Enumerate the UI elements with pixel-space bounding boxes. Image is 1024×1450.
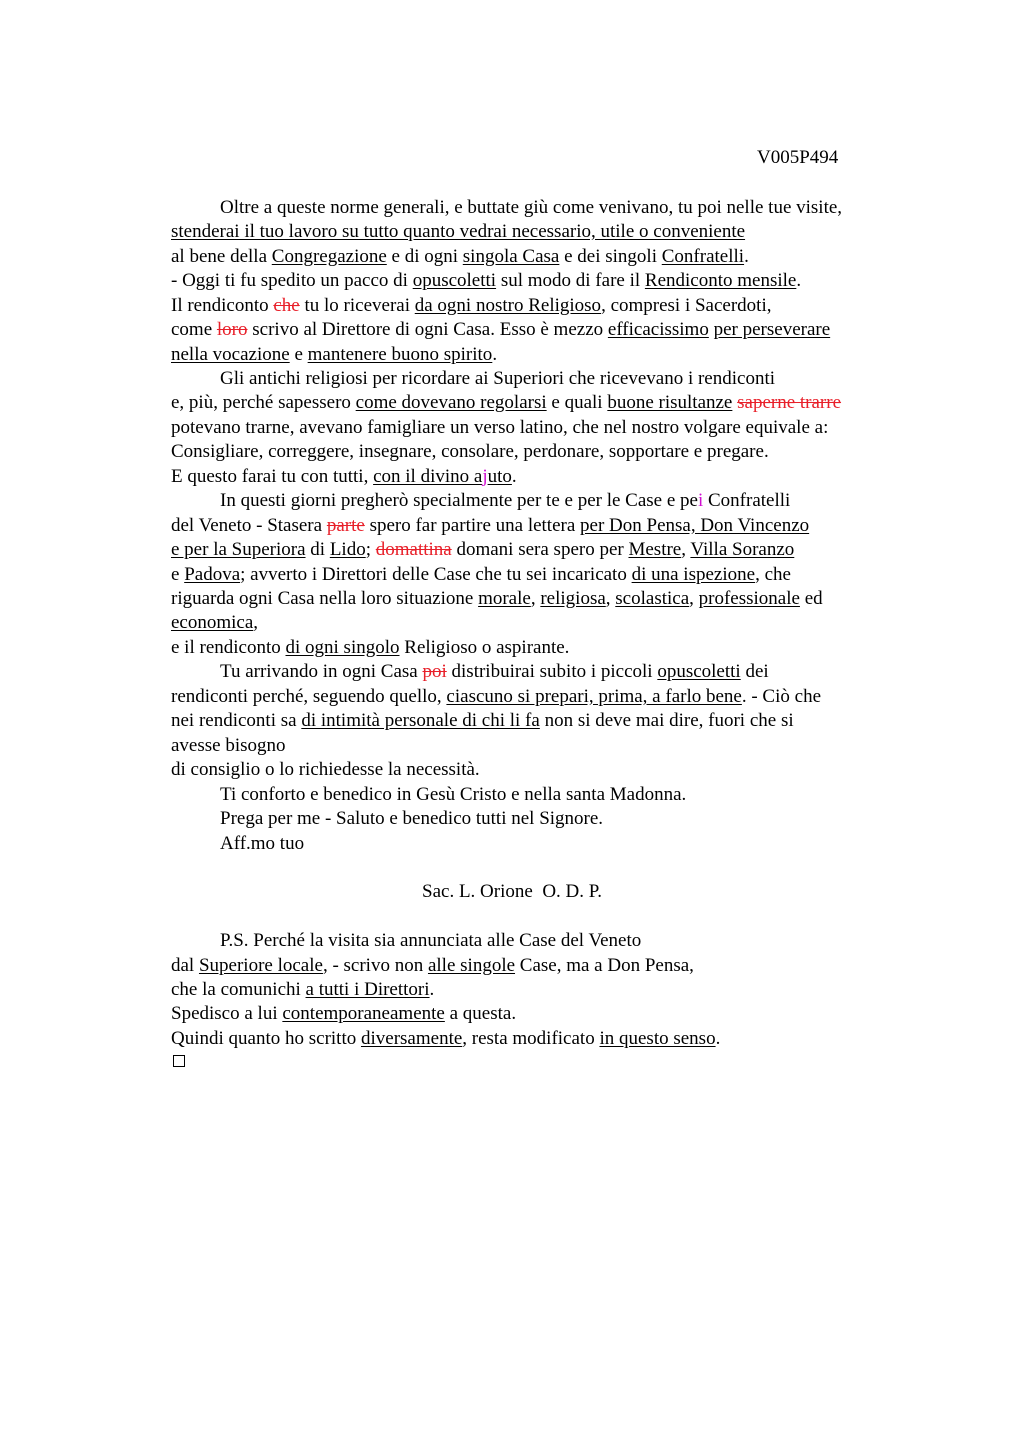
deleted-text: che bbox=[273, 295, 300, 316]
text-segment: . bbox=[796, 270, 802, 291]
text-segment: come bbox=[171, 319, 217, 340]
text-segment: , bbox=[689, 588, 699, 609]
text-line bbox=[220, 197, 842, 219]
text-segment: scrivo al Direttore di ogni Casa. Esso è mezzo bbox=[247, 319, 608, 340]
underlined-text: Padova bbox=[184, 564, 241, 585]
underlined-text: Confratelli bbox=[661, 246, 745, 267]
text-segment: . bbox=[744, 246, 749, 267]
text-line bbox=[171, 392, 841, 414]
underlined-text: Congregazione bbox=[271, 246, 387, 267]
deleted-text: loro bbox=[216, 319, 248, 340]
text-line bbox=[171, 735, 286, 757]
text-segment: di bbox=[305, 539, 330, 560]
text-segment: , resta modificato bbox=[462, 1028, 600, 1049]
page-id: V005P494 bbox=[757, 147, 839, 168]
underlined-text: ciascuno si prepari, prima, a farlo bene bbox=[446, 686, 742, 707]
underlined-text: contemporaneamente bbox=[282, 1003, 445, 1024]
text-segment: di consiglio o lo richiedesse la necessità. bbox=[171, 759, 480, 780]
underlined-text: a tutti i Direttori bbox=[305, 979, 430, 1000]
underlined-text: Mestre bbox=[628, 539, 682, 560]
inserted-text: i bbox=[697, 490, 704, 511]
text-segment: Prega per me - Saluto e benedico tutti nel Signore. bbox=[220, 808, 604, 829]
text-segment: Consigliare, correggere, insegnare, consolare, perdonare, sopportare e pregare. bbox=[171, 441, 769, 462]
text-segment: e dei singoli bbox=[559, 246, 662, 267]
text-segment: , che bbox=[755, 564, 791, 585]
text-segment: Aff.mo tuo bbox=[220, 833, 305, 854]
text-segment: Il rendiconto bbox=[171, 295, 274, 316]
text-line bbox=[171, 1028, 720, 1050]
text-segment: rendiconti perché, seguendo quello, bbox=[171, 686, 447, 707]
text-segment: - Oggi ti fu spedito un pacco di bbox=[171, 270, 413, 291]
deleted-text: saperne trarre bbox=[737, 392, 842, 413]
text-line bbox=[220, 808, 603, 830]
underlined-text: uto bbox=[487, 466, 512, 487]
text-line bbox=[171, 441, 769, 463]
text-segment: riguarda ogni Casa nella loro situazione bbox=[171, 588, 479, 609]
text-line bbox=[171, 417, 828, 439]
underlined-text: Lido bbox=[329, 539, 366, 560]
text-segment: . - Ciò che bbox=[741, 686, 822, 707]
text-segment: , - scrivo non bbox=[322, 955, 428, 976]
deleted-text: domattina bbox=[375, 539, 452, 560]
underlined-text: Rendiconto mensile bbox=[644, 270, 797, 291]
underlined-text: in questo senso bbox=[599, 1028, 716, 1049]
underlined-text: di ogni singolo bbox=[285, 637, 400, 658]
inserted-underlined-text: j bbox=[482, 466, 488, 487]
text-segment: del Veneto - Stasera bbox=[171, 515, 327, 536]
text-segment: , bbox=[253, 612, 259, 633]
text-line bbox=[220, 833, 304, 855]
text-segment: Ti conforto e benedico in Gesù Cristo e nella santa Madonna. bbox=[220, 784, 687, 805]
text-line bbox=[171, 564, 791, 586]
text-line bbox=[171, 612, 258, 634]
text-segment: Spedisco a lui bbox=[171, 1003, 283, 1024]
text-segment: . bbox=[492, 344, 498, 365]
signature: Sac. L. Orione O. D. P. bbox=[422, 881, 602, 902]
text-line bbox=[171, 710, 794, 732]
text-segment: potevano trarne, avevano famigliare un verso latino, che nel nostro volgare equivale a: bbox=[171, 417, 829, 438]
underlined-text: nella vocazione bbox=[171, 344, 290, 365]
underlined-text: stenderai il tuo lavoro su tutto quanto vedrai necessario, utile o conveniente bbox=[171, 221, 746, 242]
underlined-text: opuscoletti bbox=[657, 661, 741, 682]
text-segment: avesse bisogno bbox=[171, 735, 286, 756]
text-segment: spero far partire una lettera bbox=[364, 515, 581, 536]
underlined-text: buone risultanze bbox=[607, 392, 733, 413]
text-segment: domani sera spero per bbox=[451, 539, 629, 560]
underlined-text: con il divino a bbox=[373, 466, 483, 487]
text-line bbox=[171, 466, 517, 488]
text-segment: e di ogni bbox=[386, 246, 463, 267]
text-line bbox=[171, 221, 745, 243]
text-line bbox=[171, 588, 823, 610]
underlined-text: religiosa bbox=[540, 588, 606, 609]
underlined-text: economica bbox=[171, 612, 254, 633]
text-segment: e quali bbox=[546, 392, 608, 413]
underlined-text: mantenere buono spirito bbox=[307, 344, 493, 365]
text-line bbox=[171, 637, 569, 659]
underlined-text: singola Casa bbox=[462, 246, 560, 267]
text-line bbox=[171, 515, 809, 537]
text-segment: Case, ma a Don Pensa, bbox=[515, 955, 694, 976]
text-segment: Gli antichi religiosi per ricordare ai Superiori che ricevevano i rendiconti bbox=[220, 368, 776, 389]
text-segment: non si deve mai dire, fuori che si bbox=[539, 710, 794, 731]
text-segment: Oltre a queste norme generali, e buttate giù come venivano, tu poi nelle tue visite, bbox=[220, 197, 843, 218]
underlined-text: efficacissimo bbox=[607, 319, 709, 340]
text-line bbox=[220, 784, 686, 806]
text-segment: Tu arrivando in ogni Casa bbox=[220, 661, 423, 682]
text-line bbox=[220, 661, 769, 683]
text-segment: e il rendiconto bbox=[171, 637, 286, 658]
text-line bbox=[171, 979, 434, 1001]
deleted-text: parte bbox=[326, 515, 365, 536]
text-segment: a questa. bbox=[444, 1003, 517, 1024]
text-line bbox=[171, 246, 749, 268]
text-line bbox=[220, 490, 790, 512]
underlined-text: di intimità personale di chi li fa bbox=[301, 710, 540, 731]
text-segment: al bene della bbox=[171, 246, 272, 267]
text-segment: . bbox=[715, 1028, 721, 1049]
text-line bbox=[171, 539, 794, 561]
text-line bbox=[171, 270, 801, 292]
text-line bbox=[171, 344, 497, 366]
text-segment: dei bbox=[740, 661, 769, 682]
underlined-text: scolastica bbox=[615, 588, 690, 609]
underlined-text: professionale bbox=[698, 588, 800, 609]
underlined-text: per perseverare bbox=[713, 319, 831, 340]
text-segment: nei rendiconti sa bbox=[171, 710, 302, 731]
text-segment: Quindi quanto ho scritto bbox=[171, 1028, 361, 1049]
underlined-text: diversamente bbox=[360, 1028, 463, 1049]
text-line bbox=[220, 930, 641, 952]
text-segment: Confratelli bbox=[703, 490, 791, 511]
text-line bbox=[171, 686, 821, 708]
text-segment: ed bbox=[799, 588, 823, 609]
underlined-text: opuscoletti bbox=[412, 270, 497, 291]
text-segment: ; bbox=[365, 539, 376, 560]
text-line bbox=[171, 295, 772, 317]
checkbox-icon bbox=[173, 1055, 185, 1067]
text-segment: sul modo di fare il bbox=[496, 270, 645, 291]
text-segment: che la comunichi bbox=[171, 979, 306, 1000]
text-segment: Religioso o aspirante. bbox=[399, 637, 570, 658]
underlined-text: e per la Superiora bbox=[171, 539, 306, 560]
underlined-text: da ogni nostro Religioso bbox=[414, 295, 602, 316]
text-segment: . bbox=[429, 979, 435, 1000]
underlined-text: Superiore locale bbox=[198, 955, 323, 976]
deleted-text: poi bbox=[422, 661, 447, 682]
text-segment: ; avverto i Direttori delle Case che tu sei incaricato bbox=[240, 564, 632, 585]
underlined-text: di una ispezione bbox=[631, 564, 756, 585]
text-segment: e bbox=[171, 564, 185, 585]
underlined-text: come dovevano regolarsi bbox=[355, 392, 547, 413]
text-segment: , bbox=[681, 539, 691, 560]
text-segment: . bbox=[511, 466, 517, 487]
text-segment: , bbox=[530, 588, 541, 609]
underlined-text: morale bbox=[478, 588, 531, 609]
text-segment: e, più, perché sapessero bbox=[171, 392, 356, 413]
text-segment: e bbox=[289, 344, 308, 365]
text-segment: , compresi i Sacerdoti, bbox=[601, 295, 772, 316]
text-segment: tu lo riceverai bbox=[299, 295, 415, 316]
underlined-text: alle singole bbox=[427, 955, 516, 976]
text-line bbox=[171, 1003, 516, 1025]
text-line bbox=[220, 368, 775, 390]
text-segment: distribuirai subito i piccoli bbox=[446, 661, 658, 682]
text-line bbox=[171, 319, 830, 341]
text-segment: P.S. Perché la visita sia annunciata alle Case del Veneto bbox=[220, 930, 642, 951]
text-segment: , bbox=[605, 588, 616, 609]
text-line bbox=[171, 759, 480, 781]
text-segment: In questi giorni pregherò specialmente per te e per le Case e pe bbox=[220, 490, 698, 511]
text-segment: dal bbox=[171, 955, 199, 976]
underlined-text: per Don Pensa, Don Vincenzo bbox=[580, 515, 810, 536]
text-line bbox=[171, 955, 694, 977]
underlined-text: Villa Soranzo bbox=[690, 539, 795, 560]
text-segment: E questo farai tu con tutti, bbox=[171, 466, 374, 487]
